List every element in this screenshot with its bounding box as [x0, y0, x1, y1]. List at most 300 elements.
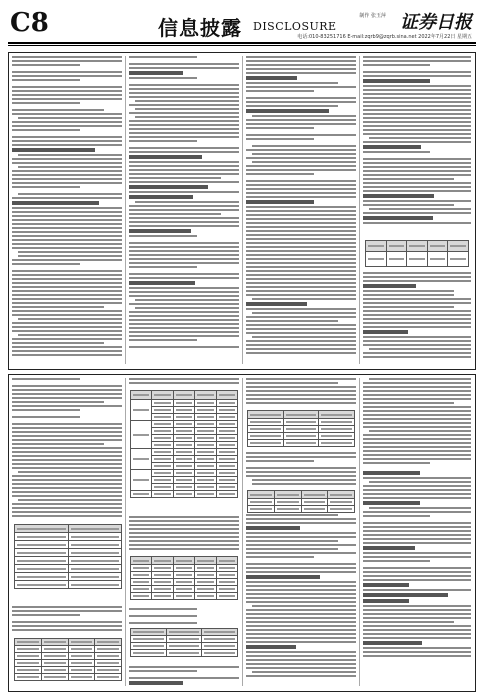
- text-line: [12, 144, 122, 146]
- text-line: [129, 277, 239, 279]
- section-title: 信息披露: [158, 16, 242, 40]
- text-line: [12, 170, 122, 172]
- text-line: [129, 124, 239, 126]
- text-line: [363, 280, 471, 282]
- text-line: [246, 637, 356, 639]
- text-line: [246, 593, 356, 595]
- text-line: [252, 483, 356, 485]
- top-article-column-3: [246, 56, 356, 364]
- text-line: [12, 610, 122, 612]
- text-line: [12, 322, 122, 324]
- text-line: [12, 286, 122, 288]
- text-line: [129, 287, 239, 289]
- section-heading: [246, 302, 307, 306]
- text-line: [363, 276, 471, 278]
- text-line: [12, 90, 122, 92]
- text-line: [246, 378, 356, 380]
- text-line: [246, 173, 314, 175]
- text-line: [246, 625, 356, 627]
- text-line: [246, 617, 356, 619]
- text-line: [246, 226, 356, 228]
- text-line: [129, 209, 239, 211]
- text-line: [18, 318, 122, 320]
- text-line: [18, 251, 122, 253]
- text-line: [246, 234, 356, 236]
- text-line: [129, 140, 197, 142]
- text-line: [12, 393, 122, 395]
- text-line: [246, 540, 338, 542]
- text-line: [12, 207, 122, 209]
- text-line: [12, 423, 122, 425]
- text-line: [12, 515, 122, 517]
- text-line: [129, 147, 239, 149]
- text-line: [246, 552, 356, 554]
- text-line: [363, 534, 471, 536]
- text-line: [246, 270, 356, 272]
- text-line: [12, 186, 80, 188]
- text-line: [246, 286, 356, 288]
- text-line: [363, 530, 471, 532]
- text-line: [363, 613, 471, 615]
- text-line: [363, 458, 471, 460]
- text-line: [12, 302, 122, 304]
- text-line: [369, 430, 471, 432]
- text-line: [246, 651, 356, 653]
- section-heading: [246, 76, 297, 80]
- text-line: [363, 121, 471, 123]
- text-line: [363, 571, 471, 573]
- text-line: [363, 314, 471, 316]
- text-line: [129, 339, 197, 341]
- section-heading: [246, 200, 314, 204]
- newspaper-page: [8, 6, 476, 694]
- text-line: [12, 278, 122, 280]
- text-line: [252, 115, 356, 117]
- text-line: [129, 615, 197, 617]
- text-line: [246, 544, 356, 546]
- text-line: [129, 191, 239, 193]
- text-line: [246, 105, 338, 107]
- text-line: [12, 60, 122, 62]
- page-number: C8: [10, 8, 49, 38]
- top-article-table: [365, 240, 469, 267]
- text-line: [12, 467, 122, 469]
- text-line: [129, 677, 239, 679]
- text-line: [363, 272, 471, 274]
- text-line: [246, 571, 356, 573]
- section-heading: [363, 194, 434, 198]
- text-line: [129, 524, 239, 526]
- text-line: [12, 405, 122, 407]
- text-line: [246, 188, 356, 190]
- text-line: [12, 282, 122, 284]
- text-line: [363, 113, 471, 115]
- text-line: [246, 282, 356, 284]
- text-line: [129, 169, 239, 171]
- text-line: [12, 197, 122, 199]
- text-line: [129, 112, 239, 114]
- financial-table-2: [130, 556, 238, 600]
- text-line: [12, 431, 122, 433]
- text-line: [12, 507, 122, 509]
- text-line: [246, 563, 356, 565]
- text-line: [252, 145, 356, 147]
- text-line: [363, 515, 430, 517]
- text-line: [252, 298, 356, 300]
- paragraph-gap: [363, 466, 471, 469]
- text-line: [246, 394, 356, 396]
- text-line: [18, 193, 122, 195]
- text-line: [129, 516, 239, 518]
- text-line: [12, 64, 80, 66]
- text-line: [246, 621, 356, 623]
- text-line: [129, 213, 221, 215]
- text-line: [246, 475, 356, 477]
- text-line: [12, 451, 122, 453]
- text-line: [12, 182, 122, 184]
- text-line: [246, 613, 356, 615]
- text-line: [363, 71, 471, 73]
- text-line: [135, 100, 239, 102]
- text-line: [129, 120, 239, 122]
- text-line: [246, 655, 356, 657]
- text-line: [246, 134, 356, 136]
- text-line: [18, 471, 122, 473]
- text-line: [363, 493, 471, 495]
- text-line: [246, 641, 356, 643]
- text-line: [129, 173, 239, 175]
- text-line: [363, 450, 471, 452]
- text-line: [246, 344, 356, 346]
- text-line: [12, 447, 122, 449]
- text-line: [246, 82, 338, 84]
- text-line: [12, 435, 122, 437]
- text-line: [12, 306, 104, 308]
- text-line: [363, 352, 471, 354]
- section-heading: [363, 284, 416, 288]
- text-line: [363, 294, 454, 296]
- text-line: [129, 254, 239, 256]
- text-line: [246, 169, 356, 171]
- newspaper-logo: 证券日报: [400, 12, 472, 33]
- text-line: [129, 151, 239, 153]
- text-line: [12, 121, 122, 123]
- text-line: [12, 491, 122, 493]
- section-heading: [129, 195, 193, 199]
- text-line: [363, 133, 471, 135]
- text-line: [246, 218, 356, 220]
- section-heading: [363, 330, 408, 334]
- section-heading: [363, 145, 421, 149]
- editor-credit: 制作 张玉萍: [359, 13, 386, 19]
- text-line: [363, 637, 471, 639]
- text-line: [363, 97, 471, 99]
- text-line: [129, 77, 197, 79]
- section-heading: [363, 583, 409, 587]
- text-line: [12, 215, 122, 217]
- column-divider: [359, 378, 360, 686]
- text-line: [363, 621, 454, 623]
- text-line: [129, 242, 239, 244]
- text-line: [369, 137, 471, 139]
- section-heading: [363, 593, 448, 597]
- text-line: [246, 123, 356, 125]
- text-line: [363, 186, 471, 188]
- section-heading: [12, 148, 95, 152]
- text-line: [363, 556, 471, 558]
- text-line: [129, 622, 197, 624]
- text-line: [252, 153, 356, 155]
- text-line: [129, 128, 239, 130]
- text-line: [129, 221, 239, 223]
- text-line: [246, 90, 314, 92]
- text-line: [363, 394, 471, 396]
- text-line: [12, 211, 122, 213]
- text-line: [129, 217, 239, 219]
- text-line: [363, 647, 471, 649]
- text-line: [363, 318, 471, 320]
- section-heading: [129, 229, 191, 233]
- text-line: [363, 560, 430, 562]
- text-line: [12, 621, 122, 623]
- text-line: [363, 414, 471, 416]
- text-line: [363, 101, 471, 103]
- text-line: [129, 382, 239, 384]
- top-article-column-2: [129, 56, 239, 364]
- text-line: [129, 96, 239, 98]
- text-line: [129, 104, 239, 106]
- bottom-article-column-3-upper: [246, 378, 356, 408]
- text-line: [129, 84, 239, 86]
- text-line: [12, 455, 122, 457]
- text-line: [12, 223, 122, 225]
- text-line: [246, 663, 356, 665]
- text-line: [129, 258, 239, 260]
- text-line: [12, 298, 122, 300]
- text-line: [246, 667, 356, 669]
- text-line: [363, 442, 471, 444]
- section-heading: [129, 281, 195, 285]
- text-line: [129, 63, 239, 65]
- text-line: [246, 390, 356, 392]
- text-line: [363, 605, 471, 607]
- text-line: [363, 322, 471, 324]
- text-line: [129, 225, 239, 227]
- text-line: [129, 608, 197, 610]
- section-heading: [129, 681, 183, 685]
- text-line: [246, 548, 338, 550]
- text-line: [12, 86, 122, 88]
- bottom-holding-table: [14, 638, 122, 681]
- text-line: [129, 165, 239, 167]
- text-line: [246, 452, 356, 454]
- text-line: [363, 511, 471, 513]
- text-line: [12, 231, 122, 233]
- text-line: [129, 250, 239, 252]
- text-line: [129, 323, 239, 325]
- text-line: [363, 609, 471, 611]
- bottom-article-column-3-middle: [246, 452, 356, 488]
- text-line: [12, 350, 122, 352]
- text-line: [246, 86, 356, 88]
- top-article-column-1: [12, 56, 122, 364]
- text-line: [129, 67, 239, 69]
- text-line: [246, 581, 356, 583]
- text-line: [363, 105, 471, 107]
- text-line: [369, 507, 471, 509]
- text-line: [135, 116, 239, 118]
- text-line: [246, 352, 356, 354]
- text-line: [246, 398, 356, 400]
- text-line: [369, 378, 471, 380]
- text-line: [12, 439, 122, 441]
- text-line: [12, 129, 80, 131]
- text-line: [246, 250, 356, 252]
- text-line: [129, 520, 239, 522]
- text-line: [363, 340, 471, 342]
- text-line: [12, 259, 122, 261]
- text-line: [246, 589, 356, 591]
- text-line: [363, 454, 471, 456]
- text-line: [246, 659, 356, 661]
- text-line: [246, 230, 356, 232]
- bottom-info-table: [14, 524, 122, 589]
- text-line: [129, 161, 239, 163]
- text-line: [129, 88, 239, 90]
- text-line: [246, 242, 356, 244]
- section-heading: [363, 216, 433, 220]
- text-line: [246, 675, 356, 677]
- text-line: [369, 481, 471, 483]
- text-line: [12, 416, 80, 418]
- column-divider: [125, 378, 126, 686]
- text-line: [363, 75, 471, 77]
- text-line: [246, 460, 314, 462]
- text-line: [246, 567, 356, 569]
- text-line: [363, 418, 471, 420]
- section-heading: [129, 155, 202, 159]
- text-line: [129, 291, 239, 293]
- text-line: [129, 205, 239, 207]
- text-line: [363, 625, 471, 627]
- text-line: [12, 263, 80, 265]
- text-line: [129, 92, 239, 94]
- section-heading: [363, 79, 430, 83]
- text-line: [363, 356, 471, 358]
- section-heading: [363, 546, 415, 550]
- text-line: [363, 386, 471, 388]
- text-line: [369, 208, 471, 210]
- text-line: [363, 382, 471, 384]
- text-line: [12, 401, 104, 403]
- text-line: [246, 294, 356, 296]
- text-line: [246, 328, 356, 330]
- text-line: [129, 346, 239, 348]
- text-line: [129, 670, 197, 672]
- text-line: [135, 201, 239, 203]
- text-line: [363, 402, 454, 404]
- text-line: [363, 200, 471, 202]
- text-line: [363, 166, 471, 168]
- text-line: [12, 140, 122, 142]
- text-line: [12, 479, 122, 481]
- text-line: [363, 129, 471, 131]
- header-rule: [8, 42, 476, 44]
- text-line: [129, 335, 239, 337]
- text-line: [12, 354, 122, 356]
- text-line: [246, 320, 338, 322]
- text-line: [363, 306, 454, 308]
- text-line: [129, 536, 239, 538]
- text-line: [18, 499, 122, 501]
- text-line: [12, 98, 122, 100]
- text-line: [12, 409, 80, 411]
- text-line: [129, 177, 221, 179]
- text-line: [12, 162, 122, 164]
- text-line: [246, 471, 356, 473]
- text-line: [12, 75, 122, 77]
- text-line: [363, 326, 471, 328]
- section-heading: [246, 645, 296, 649]
- text-line: [363, 538, 471, 540]
- text-line: [246, 340, 356, 342]
- financial-table-1: [130, 390, 238, 498]
- text-line: [363, 655, 471, 657]
- bottom-article-column-2-upper: [129, 378, 239, 388]
- text-line: [129, 235, 197, 237]
- header-meta: 电话:010-83251716 E-mail:zqrb9@zqrb.sina.net 2022年7月22日 星期五: [297, 34, 472, 40]
- text-line: [363, 522, 471, 524]
- text-line: [363, 85, 471, 87]
- text-line: [129, 295, 239, 297]
- text-line: [363, 390, 471, 392]
- text-line: [12, 310, 122, 312]
- text-line: [12, 270, 122, 272]
- text-line: [12, 606, 122, 608]
- section-heading: [246, 575, 320, 579]
- section-heading: [363, 471, 420, 475]
- text-line: [246, 246, 356, 248]
- text-line: [12, 71, 122, 73]
- text-line: [363, 438, 471, 440]
- text-line: [246, 532, 356, 534]
- text-line: [363, 489, 471, 491]
- text-line: [246, 514, 338, 516]
- text-line: [363, 178, 454, 180]
- text-line: [363, 117, 471, 119]
- text-line: [12, 614, 80, 616]
- bottom-article-column-2-middle: [129, 516, 239, 554]
- text-line: [363, 141, 471, 143]
- text-line: [363, 633, 471, 635]
- text-line: [12, 125, 122, 127]
- text-line: [12, 503, 122, 505]
- text-line: [363, 651, 471, 653]
- text-line: [363, 174, 471, 176]
- text-line: [363, 162, 471, 164]
- text-line: [18, 255, 122, 257]
- text-line: [129, 548, 239, 550]
- text-line: [363, 526, 471, 528]
- text-line: [12, 136, 122, 138]
- section-heading: [363, 641, 422, 645]
- section-heading: [363, 501, 420, 505]
- text-line: [363, 434, 471, 436]
- financial-table-3: [130, 628, 238, 657]
- text-line: [246, 556, 314, 558]
- text-line: [363, 302, 471, 304]
- column-divider: [242, 56, 243, 364]
